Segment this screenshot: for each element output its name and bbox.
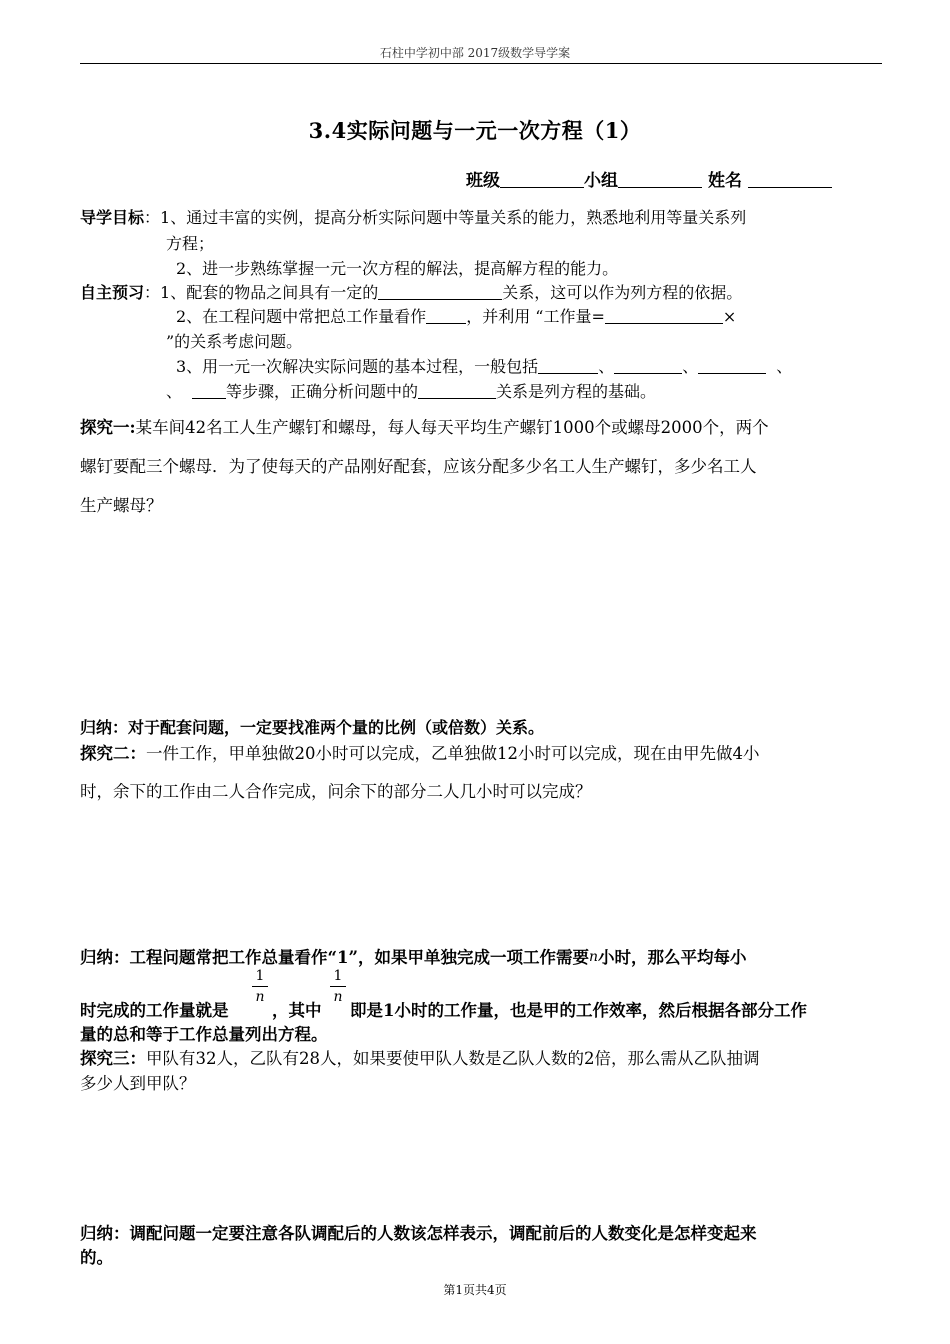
goals-line-1: [80, 205, 746, 228]
explore1-text-3: 生产螺母？: [80, 496, 163, 515]
preview-blank-8[interactable]: [418, 382, 496, 399]
header-divider: [80, 63, 882, 64]
preview-blank-3[interactable]: [605, 307, 723, 324]
explore1-text-1: 某车间42名工人生产螺钉和螺母，每人每天平均生产螺钉1000个或螺母2000个，两个: [135, 418, 769, 437]
student-info-line: [466, 166, 832, 191]
preview-item-2d: ”的关系考虑问题。: [166, 332, 303, 351]
preview-item-3a: 3、用一元一次解决实际问题的基本过程，一般包括: [176, 357, 539, 376]
preview-line-4: [166, 379, 656, 402]
group-blank[interactable]: [618, 171, 702, 188]
explore3-label: 探究三：: [80, 1049, 146, 1068]
preview-blank-7[interactable]: [192, 382, 226, 399]
preview-blank-1[interactable]: [378, 283, 502, 300]
summary-3-line-1: 归纳：调配问题一定要注意各队调配后的人数该怎样表示，调配前后的人数变化是怎样变起来: [80, 1224, 757, 1243]
fraction-denominator: n: [255, 989, 265, 1005]
preview-line-3: [176, 354, 792, 377]
explore2-text-1: 一件工作，甲单独做20小时可以完成，乙单独做12小时可以完成，现在由甲先做4小: [146, 744, 760, 763]
preview-blank-2[interactable]: [426, 307, 466, 324]
fraction-numerator: 1: [333, 968, 343, 984]
preview-line-1: [80, 280, 742, 303]
fraction-one-over-n-2: [330, 968, 346, 1005]
preview-item-2b: ，并利用 “工作量=: [466, 307, 605, 326]
separator: 、: [682, 357, 699, 376]
summary-2-text-3: 量的总和等于工作总量列出方程。: [80, 1025, 328, 1044]
explore3-text-1: 甲队有32人，乙队有28人，如果要使甲队人数是乙队人数的2倍，那么需从乙队抽调: [146, 1049, 760, 1068]
name-label: 姓名: [708, 171, 742, 191]
summary-2-text-2a: 时完成的工作量就是: [80, 1001, 229, 1020]
explore1-text-2: 螺钉要配三个螺母．为了使每天的产品刚好配套，应该分配多少名工人生产螺钉，多少名工人: [80, 457, 757, 476]
fraction-one-over-n: [252, 968, 268, 1005]
preview-item-3b: 、: [166, 382, 183, 401]
explore1-label: 探究一:: [80, 418, 136, 437]
separator: 、: [598, 357, 615, 376]
preview-line-2: [176, 304, 736, 327]
explore2-line-1: [80, 740, 760, 764]
class-blank[interactable]: [500, 171, 584, 188]
summary-3-line-2: 的。: [80, 1248, 113, 1267]
preview-item-3c: 等步骤，正确分析问题中的: [226, 382, 419, 401]
explore2-label: 探究二：: [80, 744, 146, 763]
summary-2-line-1: [80, 944, 747, 968]
preview-label: 自主预习: [80, 283, 145, 302]
preview-item-1a: ：1、配套的物品之间具有一定的: [144, 283, 379, 302]
preview-item-3d: 关系是列方程的基础。: [496, 382, 657, 401]
explore1-line-1: [80, 414, 769, 438]
preview-blank-4[interactable]: [538, 357, 598, 374]
document-title: 3.4实际问题与一元一次方程（1）: [308, 118, 642, 143]
summary-2-text-1b: 小时，那么平均每小: [598, 948, 747, 967]
summary-2-text-2b: ，其中: [272, 1001, 322, 1020]
variable-n: n: [588, 949, 598, 965]
separator: 、: [776, 357, 793, 376]
goals-item-1b: 方程；: [166, 234, 215, 253]
summary-1: 归纳：对于配套问题，一定要找准两个量的比例（或倍数）关系。: [80, 718, 545, 737]
goals-item-1a: ：1、通过丰富的实例，提高分析实际问题中等量关系的能力，熟悉地利用等量关系列: [144, 208, 747, 227]
explore3-text-2: 多少人到甲队？: [80, 1074, 196, 1093]
page-header: 石柱中学初中部 2017级数学导学案: [379, 46, 571, 60]
fraction-numerator: 1: [255, 968, 265, 984]
preview-blank-6[interactable]: [698, 357, 766, 374]
preview-item-2a: 2、在工程问题中常把总工作量看作: [176, 307, 427, 326]
summary-2-text-2c: 即是1小时的工作量，也是甲的工作效率，然后根据各部分工作: [350, 1001, 807, 1020]
page-footer: 第1页共4页: [443, 1283, 507, 1297]
preview-blank-5[interactable]: [614, 357, 682, 374]
goals-item-2: 2、进一步熟练掌握一元一次方程的解法，提高解方程的能力。: [176, 259, 619, 278]
preview-item-1b: 关系，这可以作为列方程的依据。: [502, 283, 743, 302]
explore3-line-1: [80, 1045, 760, 1069]
fraction-bar: [330, 986, 346, 987]
name-blank[interactable]: [748, 171, 832, 188]
group-label: 小组: [584, 171, 618, 191]
fraction-bar: [252, 986, 268, 987]
preview-item-2c: ×: [722, 307, 737, 326]
explore2-text-2: 时，余下的工作由二人合作完成，问余下的部分二人几小时可以完成？: [80, 782, 592, 801]
summary-2-text-1a: 归纳：工程问题常把工作总量看作“1”，如果甲单独完成一项工作需要: [80, 948, 589, 967]
goals-label: 导学目标: [80, 208, 145, 227]
class-label: 班级: [466, 171, 500, 191]
fraction-denominator: n: [333, 989, 343, 1005]
